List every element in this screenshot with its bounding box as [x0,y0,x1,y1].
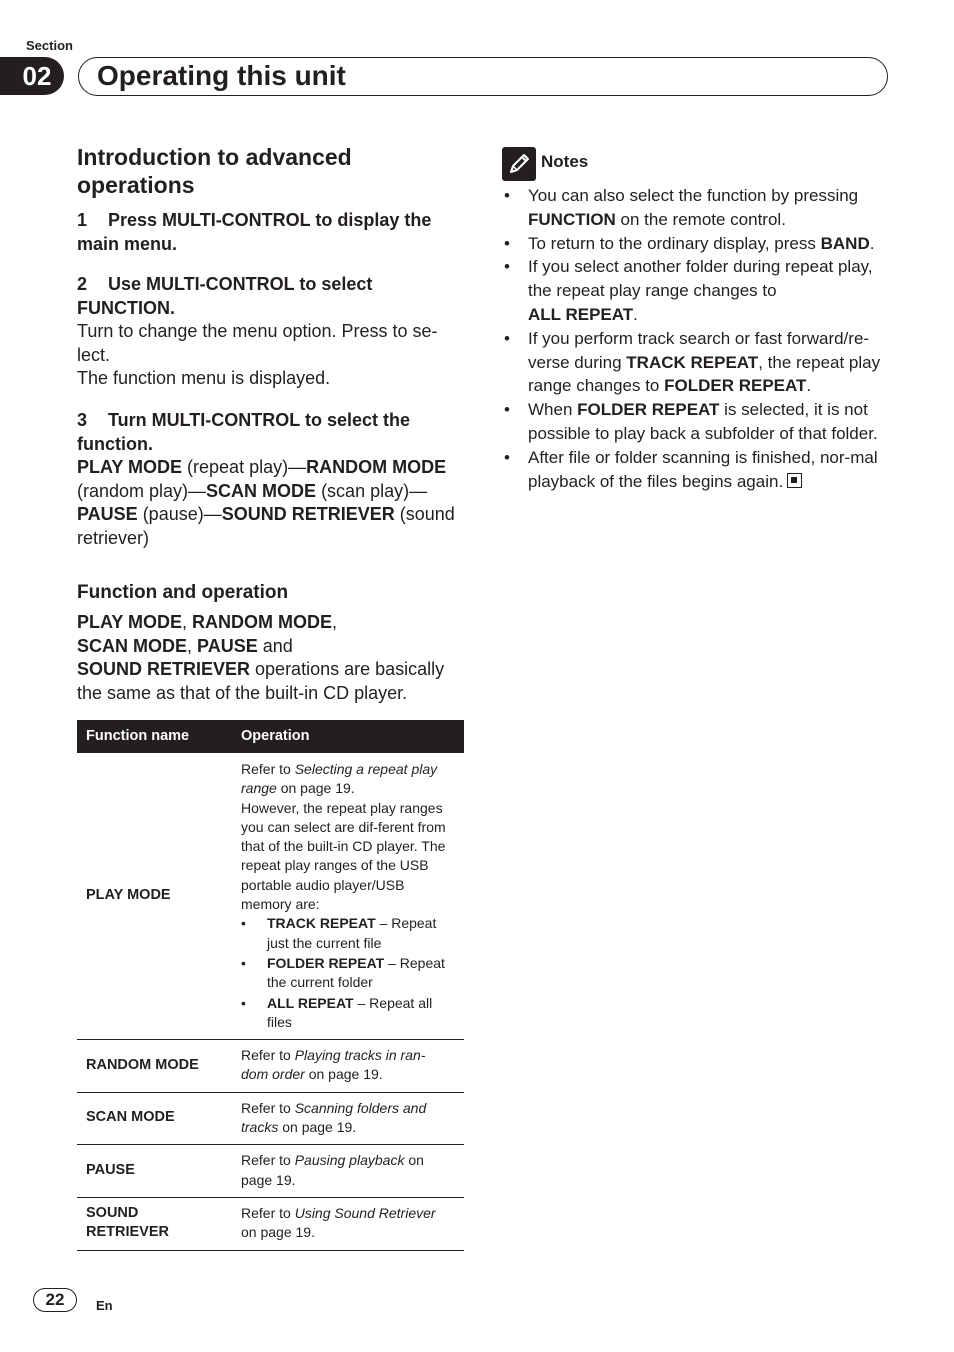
step-body-line: lect. [77,344,111,365]
text: , [187,635,198,656]
step-2 [77,272,467,391]
note-text: After file or folder scanning is finished, nor-mal playback of the files begins again. [528,447,878,491]
term: FOLDER REPEAT [267,954,385,971]
intro-heading-line: operations [77,172,195,198]
op-text: – Repeat all files [267,994,433,1030]
term: SOUND RETRIEVER [77,659,251,680]
step-1 [77,208,467,256]
text: and [257,635,293,656]
step-title: main menu. [77,234,178,254]
notes-title: Notes [541,152,589,171]
table-row [77,753,464,1040]
op-text: Refer to [241,1152,295,1169]
term: BAND [820,233,870,253]
note-text: is selected, it is not possible to play back a subfolder of that folder. [528,400,878,443]
op-reference: Using Sound Retriever [294,1204,436,1221]
section-number-badge: 02 [0,57,64,95]
term: SCAN MODE [77,635,188,656]
language-label: En [96,1298,113,1313]
step-title: function. [77,434,153,454]
step-number: 2 [77,274,88,294]
op-text: – Repeat the current folder [267,954,445,991]
intro-heading-line: Introduction to advanced [77,144,352,170]
page-number: 22 [33,1288,77,1312]
pencil-icon [502,147,536,181]
table-row [77,1040,464,1093]
term: TRACK REPEAT [267,915,376,932]
list-item [504,184,894,232]
op-text: Refer to [241,1204,295,1221]
note-text: When [528,400,578,420]
note-text: on the remote control. [615,209,786,229]
function-name: PAUSE [77,1145,232,1198]
op-reference: Pausing playback [294,1152,405,1169]
operation-cell [232,1092,464,1145]
operation-cell [232,753,464,1040]
list-item [241,914,453,953]
op-text: on page 19. [241,1224,315,1241]
term: TRACK REPEAT [626,352,759,372]
note-text: . [633,304,638,324]
step-number: 1 [77,210,88,230]
function-table [77,720,464,1251]
term-desc: retriever) [77,528,150,549]
step-body-line: The function menu is displayed. [77,368,331,389]
function-name: RANDOM MODE [77,1040,232,1093]
intro-heading [77,143,467,199]
table-row [77,1197,464,1250]
term-desc: (sound [394,504,455,525]
op-reference: Playing tracks in ran-dom order [241,1047,426,1083]
repeat-range-list [241,914,453,1032]
op-text: Refer to [241,1047,295,1064]
function-name: SOUND RETRIEVER [77,1197,232,1250]
step-body [77,456,467,551]
term-desc: (pause)— [137,504,222,525]
op-text: However, the repeat play ranges you can select are dif-ferent from that of the built-in CD player. The repeat play ranges of the USB portable audio player/USB memory are: [241,799,446,913]
note-text: You can also select the function by pressing [528,186,859,205]
step-body-line: Turn to change the menu option. Press to se- [77,321,438,341]
term-desc: (scan play)— [316,480,428,501]
term: PAUSE [77,504,138,525]
op-text: – Repeat just the current file [267,915,437,951]
note-text: If you select another folder during repeat play, the repeat play range changes to [528,257,873,301]
op-text: Refer to [241,761,295,777]
term: PLAY MODE [77,612,183,632]
term: RANDOM MODE [192,612,333,632]
step-body [77,320,467,391]
term-desc: (repeat play)— [182,457,307,477]
note-text: . [869,233,875,253]
function-heading: Function and operation [77,582,289,603]
step-title: FUNCTION. [77,298,175,318]
term: SOUND RETRIEVER [221,504,395,525]
list-item [504,232,894,256]
term: ALL REPEAT [267,994,354,1011]
op-text: Refer to [241,1099,295,1116]
text: operations are basically [250,659,445,680]
op-text: on page 19. [278,1119,357,1136]
term: FOLDER REPEAT [664,376,807,396]
term: FUNCTION [528,209,616,229]
list-item [241,994,453,1033]
note-text: . [806,376,812,396]
operation-cell [232,1040,464,1093]
notes-list [504,184,894,493]
step-3 [77,408,467,551]
op-text: on page 19. [241,1152,424,1188]
list-item [504,255,894,326]
column-header-function: Function name [77,720,232,753]
table-row [77,1092,464,1145]
note-text: , the repeat play range changes to [528,352,881,396]
step-title: Use MULTI-CONTROL to select [108,274,373,294]
column-header-operation: Operation [232,720,464,753]
text: , [332,612,338,632]
term: SCAN MODE [206,480,317,501]
step-title: Press MULTI-CONTROL to display the [108,210,432,230]
list-item [504,327,894,398]
operation-cell [232,1197,464,1250]
table-header-row [77,720,464,753]
step-title: Turn MULTI-CONTROL to select the [108,410,410,430]
text: the same as that of the built-in CD player. [77,683,408,704]
operation-cell [232,1145,464,1198]
term: PAUSE [197,635,258,656]
term: RANDOM MODE [306,457,447,477]
list-item [504,446,894,494]
table-row [77,1145,464,1198]
function-name: SCAN MODE [77,1092,232,1145]
list-item [241,954,453,993]
term-desc: (random play)— [77,480,207,501]
list-item [504,398,894,446]
function-name: PLAY MODE [77,753,232,1040]
note-text: To return to the ordinary display, press [528,233,821,253]
note-text: If you perform track search or fast forward/re-verse during [528,328,870,372]
term: ALL REPEAT [528,304,634,324]
term: FOLDER REPEAT [577,400,720,420]
function-paragraph [77,611,467,706]
op-text: on page 19. [304,1066,383,1083]
op-reference: Selecting a repeat play range [241,761,438,797]
end-mark-icon [787,473,802,488]
step-number: 3 [77,410,88,430]
section-label: Section [26,38,73,53]
op-text: on page 19. [276,780,355,797]
text: , [182,612,193,632]
term: PLAY MODE [77,457,183,477]
page-title: Operating this unit [97,60,346,91]
op-reference: Scanning folders and tracks [241,1099,427,1136]
